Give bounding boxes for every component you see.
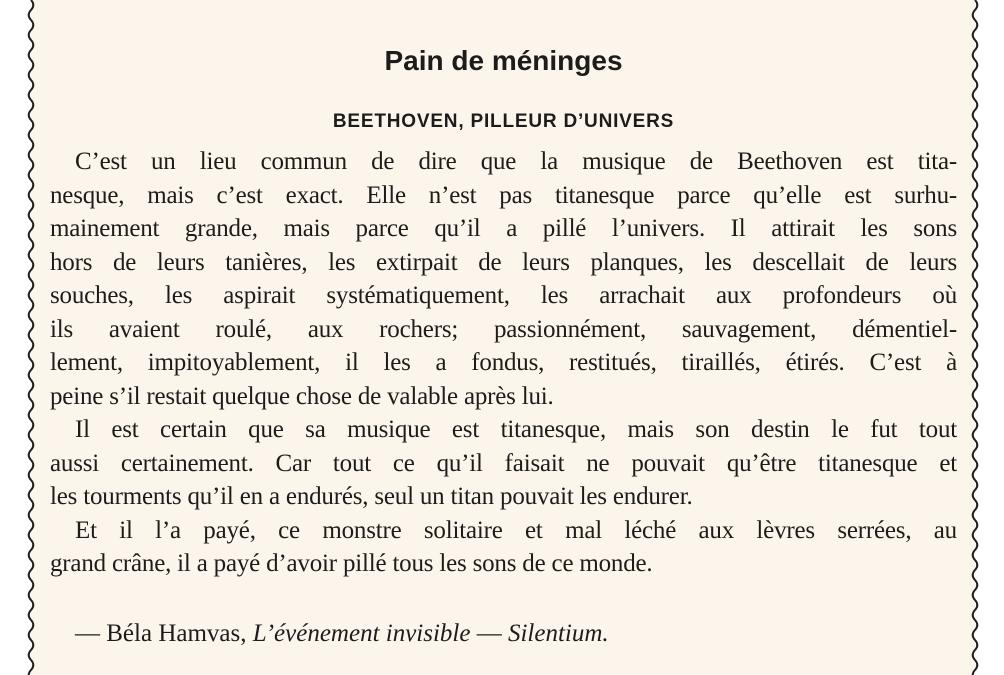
article-content — [50, 0, 957, 650]
text-line: lement, impitoyablement, il les a fondus, restitués, tiraillés, étirés. C’est à — [50, 349, 957, 376]
paragraph-2 — [50, 413, 957, 514]
paragraph-3 — [50, 514, 957, 581]
page-title: Pain de méninges — [384, 45, 623, 76]
text-line: souches, les aspirait systématiquement, les arrachait aux profondeurs où — [50, 282, 957, 309]
text-line: C’est un lieu commun de dire que la musique de Beethoven est tita- — [75, 148, 957, 175]
attribution — [50, 617, 957, 651]
text-line: nesque, mais c’est exact. Elle n’est pas titanesque parce qu’elle est surhu- — [50, 181, 957, 209]
attribution-work-title: L’événement invisible — [252, 619, 471, 647]
text-line: Il est certain que sa musique est titanesque, mais son destin le fut tout — [75, 416, 957, 443]
paragraph-1 — [50, 145, 957, 413]
article-body — [50, 145, 957, 581]
attribution-work-part: Silentium. — [507, 619, 609, 647]
text-line: aussi certainement. Car tout ce qu’il faisait ne pouvait qu’être titanesque et — [50, 449, 957, 477]
section-heading: BEETHOVEN, PILLEUR D’UNIVERS — [332, 111, 675, 132]
text-line: hors de leurs tanières, les extirpait de leurs planques, les descellait de leurs — [50, 248, 957, 276]
attribution-author: — Béla Hamvas, — [75, 619, 247, 647]
text-line: grand crâne, il a payé d’avoir pillé tous les sons de ce monde. — [50, 550, 653, 577]
left-wavy-border-icon — [11, 0, 51, 675]
text-line: les tourments qu’il en a endurés, seul un titan pouvait les endurer. — [50, 483, 693, 510]
text-line: peine s’il restait quelque chose de valable après lui. — [50, 382, 554, 410]
text-line: Et il l’a payé, ce monstre solitaire et mal léché aux lèvres serrées, au — [75, 516, 957, 544]
right-wavy-border-icon — [955, 0, 995, 675]
text-line: ils avaient roulé, aux rochers; passionnément, sauvagement, démentiel- — [50, 315, 957, 343]
text-line: mainement grande, mais parce qu’il a pillé l’univers. Il attirait les sons — [50, 215, 957, 242]
attribution-separator: — — [476, 619, 502, 647]
